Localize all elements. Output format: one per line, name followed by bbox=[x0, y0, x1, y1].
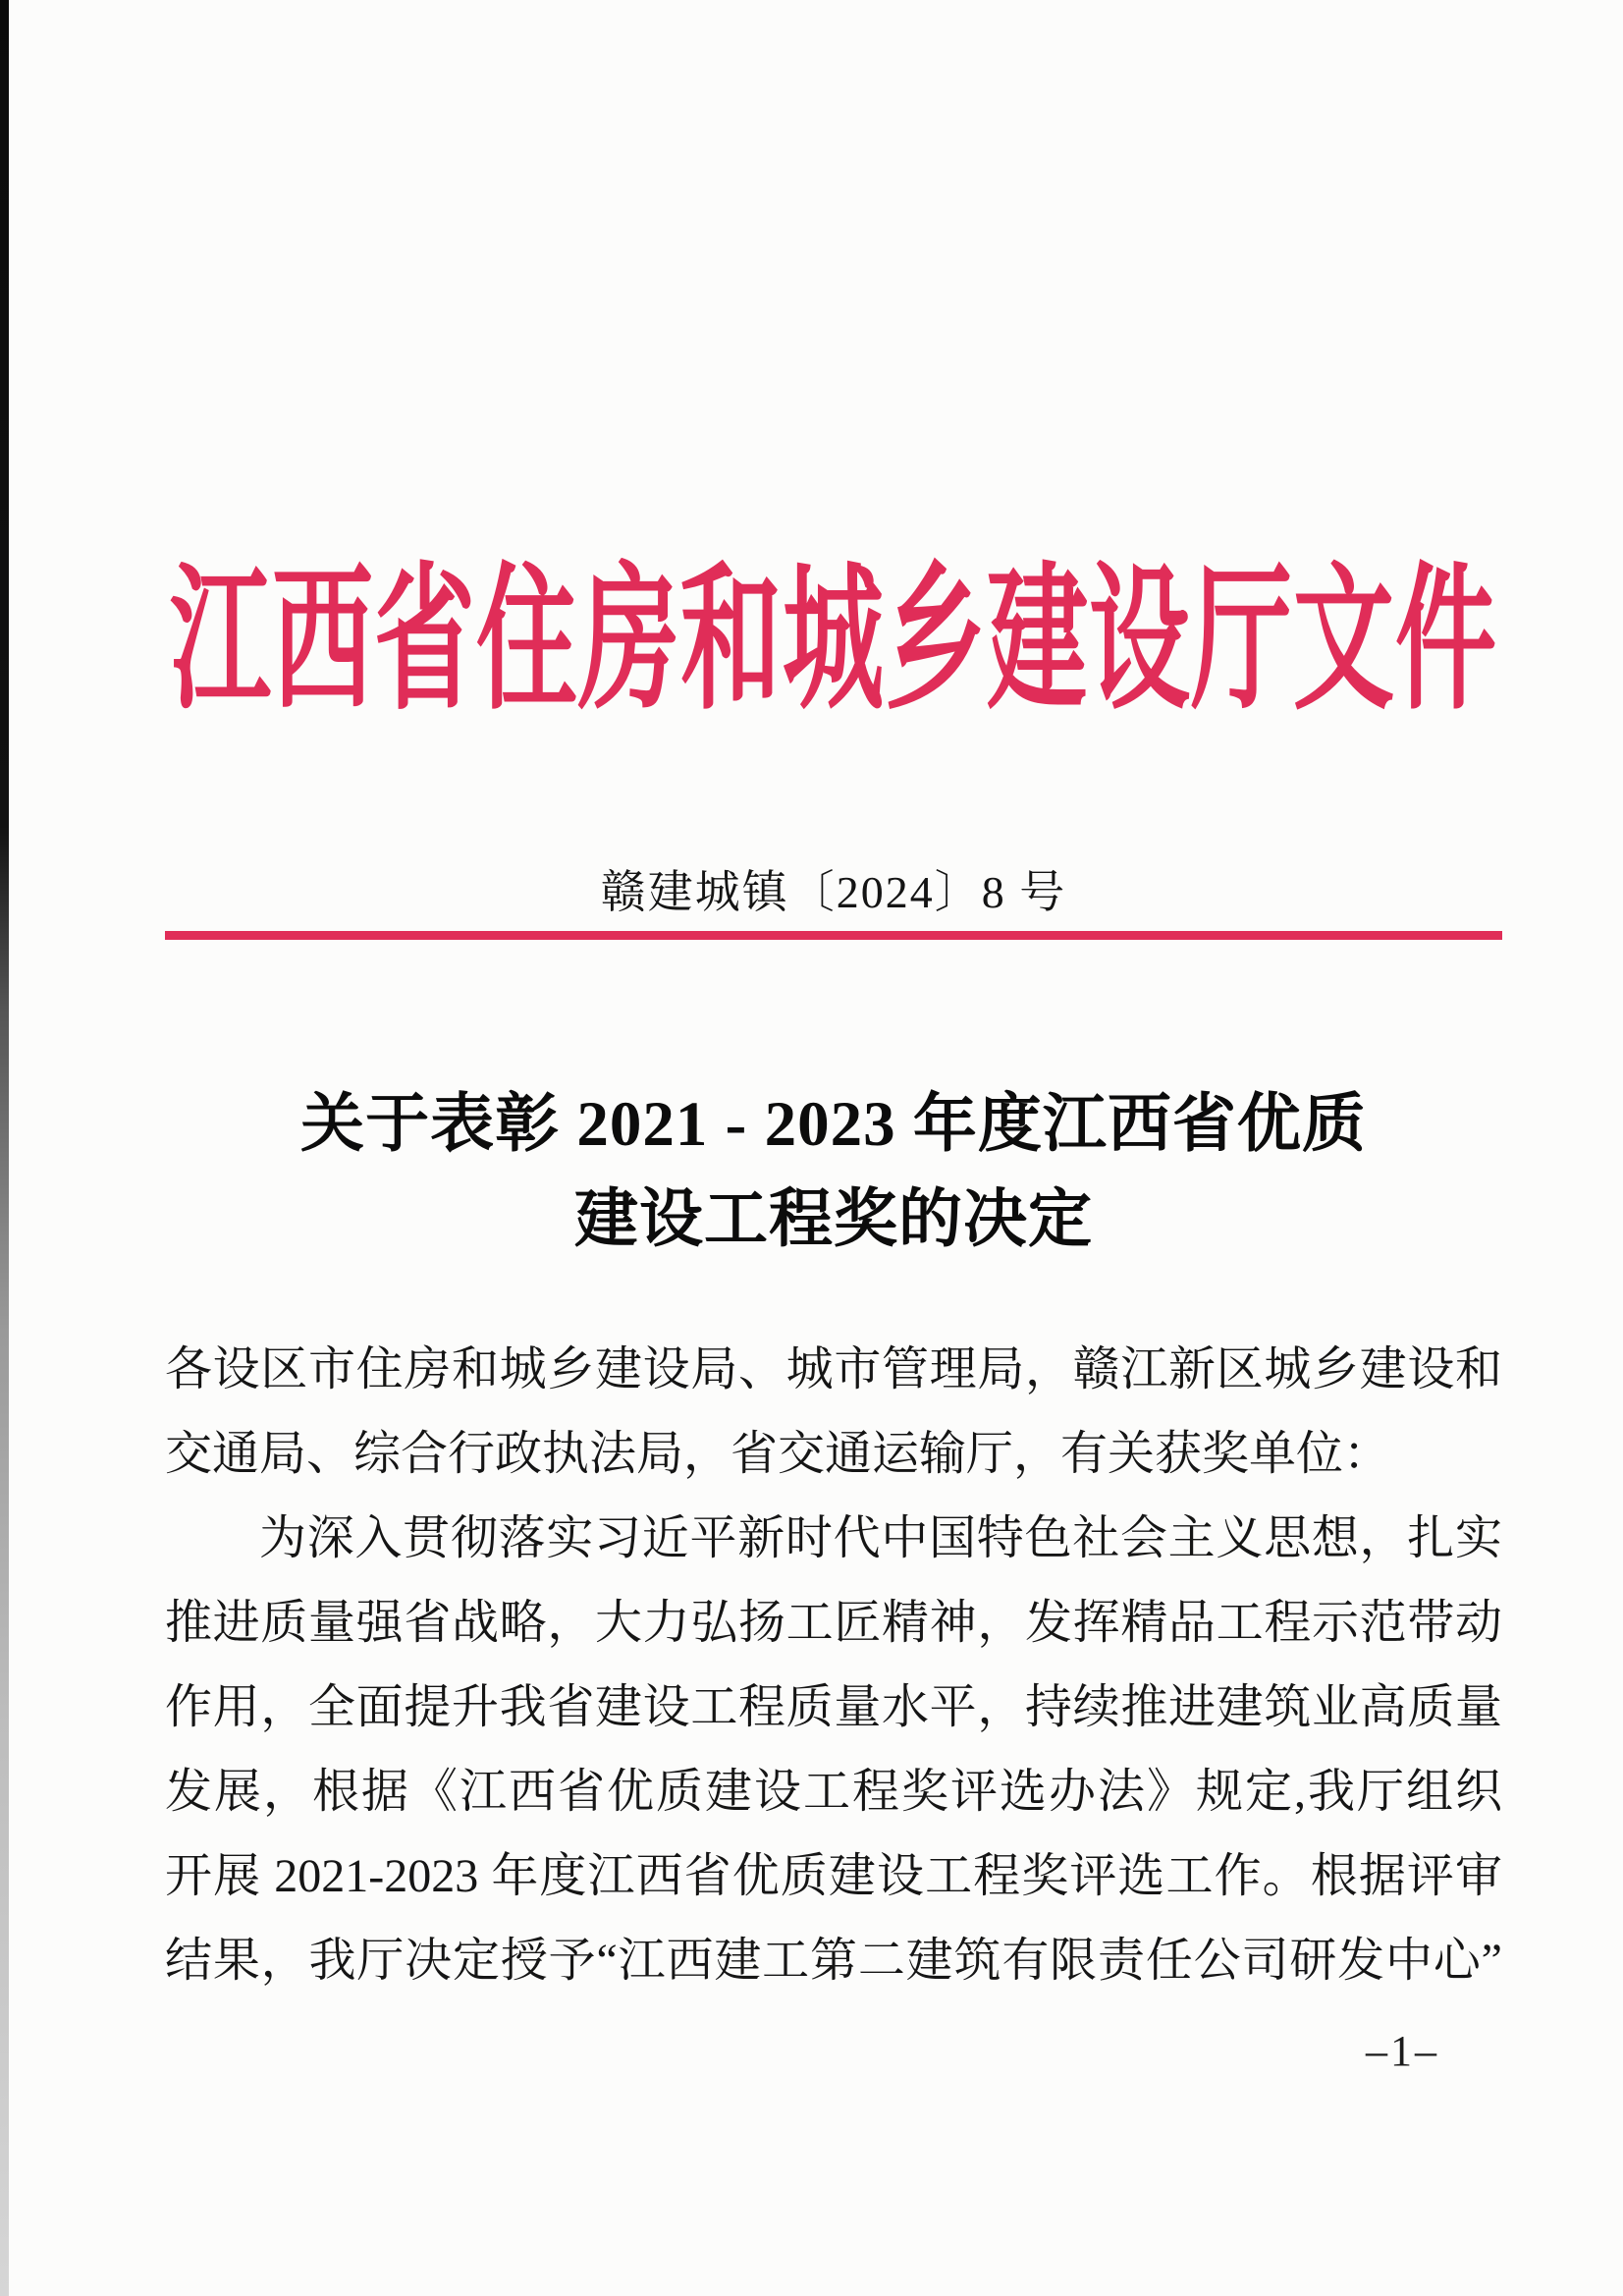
body-line-paragraph-6: 结果，我厅决定授予“江西建工第二建筑有限责任公司研发中心” bbox=[165, 1935, 1502, 1987]
document-content bbox=[165, 0, 1502, 2296]
document-title bbox=[165, 1077, 1502, 1268]
body-line-paragraph-2: 推进质量强省战略，大力弘扬工匠精神，发挥精品工程示范带动 bbox=[165, 1597, 1502, 1649]
body-line-paragraph-5: 开展 2021-2023 年度江西省优质建设工程奖评选工作。根据评审 bbox=[165, 1850, 1502, 1902]
body-line-salutation-2: 交通局、综合行政执法局，省交通运输厅，有关获奖单位： bbox=[165, 1428, 1391, 1480]
document-title-line2: 建设工程奖的决定 bbox=[573, 1184, 1093, 1255]
page-number: –1– bbox=[1366, 2027, 1439, 2075]
body-line-paragraph-3: 作用，全面提升我省建设工程质量水平，持续推进建筑业高质量 bbox=[165, 1681, 1502, 1733]
body-line-salutation-1: 各设区市住房和城乡建设局、城市管理局，赣江新区城乡建设和 bbox=[165, 1343, 1502, 1395]
body-line-paragraph-4: 发展，根据《江西省优质建设工程奖评选办法》规定,我厅组织 bbox=[165, 1766, 1502, 1818]
letterhead bbox=[165, 535, 1502, 730]
document-title-line1: 关于表彰 2021 - 2023 年度江西省优质 bbox=[300, 1089, 1367, 1160]
body-line-paragraph-1: 为深入贯彻落实习近平新时代中国特色社会主义思想，扎实 bbox=[259, 1512, 1502, 1564]
document-body bbox=[165, 1328, 1502, 2003]
agency-title: 江西省住房和城乡建设厅文件 bbox=[170, 554, 1497, 730]
scan-edge-artifact bbox=[0, 0, 9, 2296]
doc-number: 赣建城镇〔2024〕8 号 bbox=[600, 867, 1067, 917]
red-divider bbox=[165, 931, 1502, 940]
